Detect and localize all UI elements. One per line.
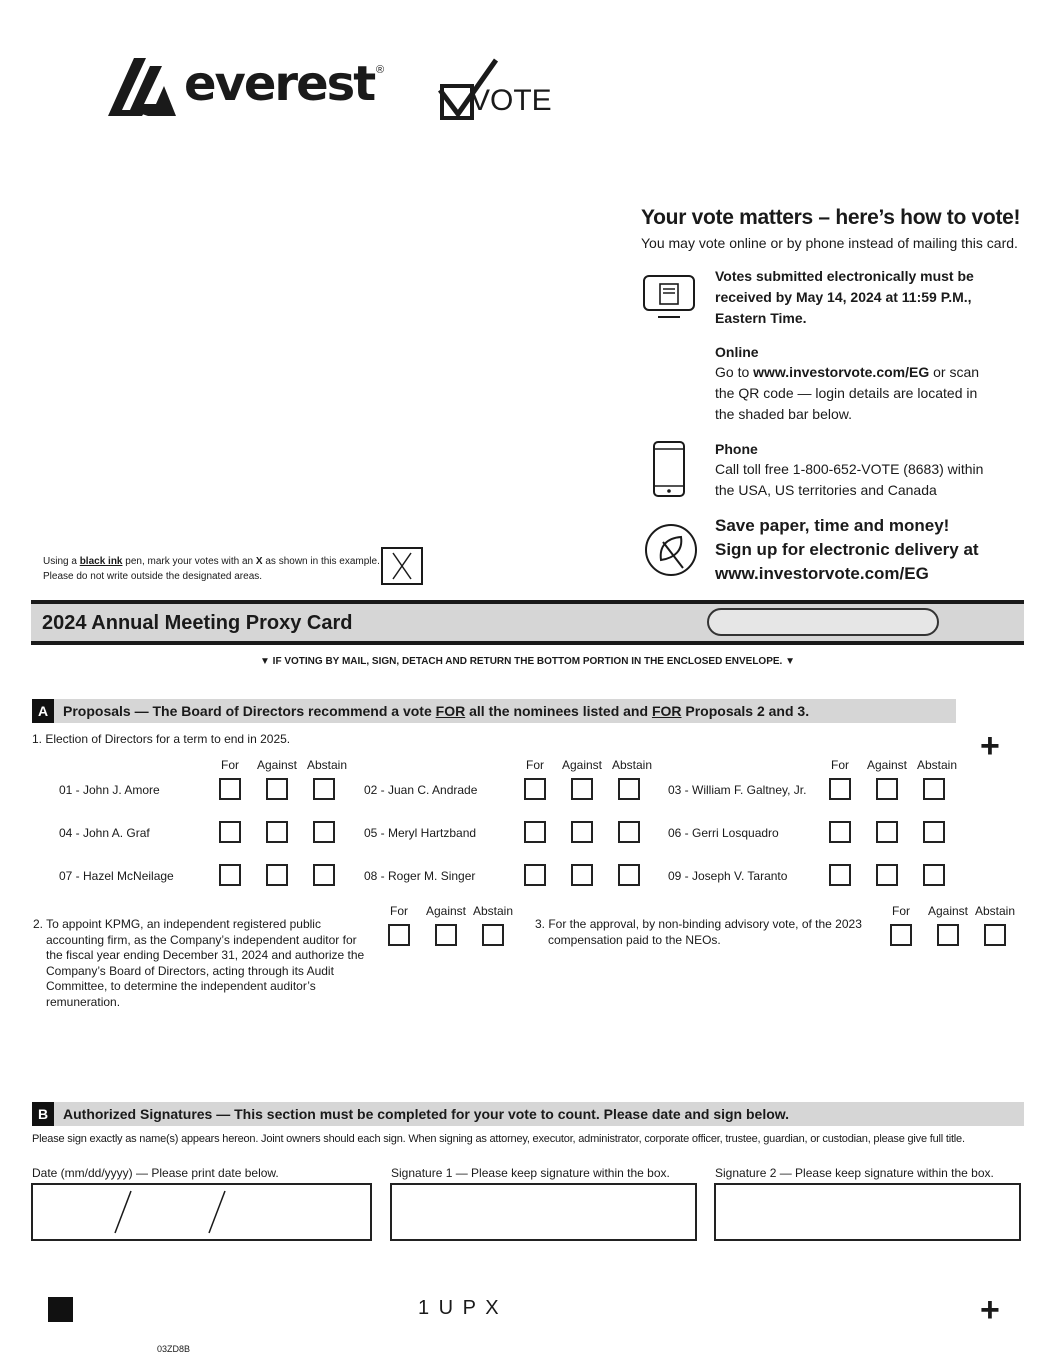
vote-deadline: Votes submitted electronically must be received by May 14, 2024 at 11:59 P.M., Eastern Time. xyxy=(715,268,974,326)
nominee-02: 02 - Juan C. Andrade xyxy=(364,783,478,797)
nominee-08-abstain-checkbox[interactable] xyxy=(618,864,640,886)
nominee-06-abstain-checkbox[interactable] xyxy=(923,821,945,843)
election-label: 1. Election of Directors for a term to end in 2025. xyxy=(32,732,291,746)
col-abstain: Abstain xyxy=(611,758,653,772)
proxy-card-title: 2024 Annual Meeting Proxy Card xyxy=(42,612,353,634)
online-title: Online xyxy=(715,344,759,360)
phone-text: Call toll free 1-800-652-VOTE (8683) within the USA, US territories and Canada xyxy=(715,461,984,498)
nominee-06-against-checkbox[interactable] xyxy=(876,821,898,843)
nominee-07-for-checkbox[interactable] xyxy=(219,864,241,886)
col-abstain: Abstain xyxy=(306,758,348,772)
instr-line-2: Please do not write outside the designated areas. xyxy=(43,571,263,582)
instr-black-ink: black ink xyxy=(79,556,123,567)
vote-logo xyxy=(438,56,552,122)
section-b-header xyxy=(32,1102,1024,1126)
instr-mark: X xyxy=(255,556,263,567)
nominee-03-for-checkbox[interactable] xyxy=(829,778,851,800)
sig1-label: Signature 1 — Please keep signature within the box. xyxy=(391,1166,670,1180)
col-against: Against xyxy=(561,758,603,772)
nominee-08: 08 - Roger M. Singer xyxy=(364,869,476,883)
nominee-04: 04 - John A. Graf xyxy=(59,826,150,840)
registration-plus-icon: + xyxy=(980,1291,1000,1329)
section-a-letter: A xyxy=(32,699,54,723)
nominee-02-for-checkbox[interactable] xyxy=(524,778,546,800)
login-details-field[interactable] xyxy=(707,608,939,636)
proposal-2-against-checkbox[interactable] xyxy=(435,924,457,946)
nominee-09: 09 - Joseph V. Taranto xyxy=(668,869,788,883)
nominee-09-for-checkbox[interactable] xyxy=(829,864,851,886)
nominee-01-abstain-checkbox[interactable] xyxy=(313,778,335,800)
everest-logo xyxy=(108,56,398,118)
proposal-2-for-checkbox[interactable] xyxy=(388,924,410,946)
proposal-2-col-against: Against xyxy=(425,904,467,918)
col-abstain: Abstain xyxy=(916,758,958,772)
triangle-down-icon: ▼ xyxy=(785,656,796,667)
proxy-card-bar xyxy=(31,600,1024,645)
nominee-09-against-checkbox[interactable] xyxy=(876,864,898,886)
proposal-2-abstain-checkbox[interactable] xyxy=(482,924,504,946)
nominee-05: 05 - Meryl Hartzband xyxy=(364,826,477,840)
col-for: For xyxy=(221,758,239,772)
vote-info-title: Your vote matters – here’s how to vote! xyxy=(641,206,1021,229)
save-line-1: Save paper, time and money! xyxy=(715,516,950,535)
section-a-header xyxy=(32,699,956,723)
nominee-08-for-checkbox[interactable] xyxy=(524,864,546,886)
heading-for-1: FOR xyxy=(435,703,466,719)
heading-for-2: FOR xyxy=(651,703,682,719)
section-b-heading: Authorized Signatures — This section must be completed for your vote to count. Please date and sign below. xyxy=(63,1106,790,1122)
mail-instruction xyxy=(0,656,1055,667)
nominee-05-against-checkbox[interactable] xyxy=(571,821,593,843)
vote-info-subtitle: You may vote online or by phone instead of mailing this card. xyxy=(641,235,1018,251)
nominee-06: 06 - Gerri Losquadro xyxy=(668,826,779,840)
vote-logo-text: VOTE xyxy=(470,84,552,117)
online-text-suffix: or scan the QR code — login details are located in the shaded bar below. xyxy=(715,364,980,422)
instr-suffix: as shown in this example. xyxy=(265,556,380,567)
computer-icon xyxy=(642,272,696,320)
nominee-08-against-checkbox[interactable] xyxy=(571,864,593,886)
leaf-icon xyxy=(643,522,699,578)
phone-icon xyxy=(652,440,686,498)
nominee-01-against-checkbox[interactable] xyxy=(266,778,288,800)
instr-prefix: Using a xyxy=(43,556,77,567)
nominee-04-for-checkbox[interactable] xyxy=(219,821,241,843)
date-slash-icon xyxy=(111,1189,135,1235)
online-url[interactable]: www.investorvote.com/EG xyxy=(753,364,930,380)
everest-mark-icon xyxy=(108,58,178,116)
proposal-3-against-checkbox[interactable] xyxy=(937,924,959,946)
nominee-02-against-checkbox[interactable] xyxy=(571,778,593,800)
nominee-02-abstain-checkbox[interactable] xyxy=(618,778,640,800)
nominee-07: 07 - Hazel McNeilage xyxy=(59,869,174,883)
footer-code: 1 U P X xyxy=(418,1297,501,1319)
nominee-03-against-checkbox[interactable] xyxy=(876,778,898,800)
proposal-3-col-against: Against xyxy=(927,904,969,918)
marking-instructions xyxy=(43,554,380,584)
date-input-box[interactable] xyxy=(31,1183,372,1241)
nominee-01: 01 - John J. Amore xyxy=(59,783,160,797)
nominee-01-for-checkbox[interactable] xyxy=(219,778,241,800)
registered-mark: ® xyxy=(376,64,385,76)
proposal-2-text: 2. To appoint KPMG, an independent registered public accounting firm, as the Company’s independent auditor for the fiscal year ending December 31, 2024 and authorize the Company’s Board of Directors, acting through its Audit Committee, to determine the independent auditor’s remuneration. xyxy=(33,917,365,1009)
form-id: 03ZD8B xyxy=(157,1344,191,1354)
save-line-2: Sign up for electronic delivery at xyxy=(715,540,979,559)
nominee-04-against-checkbox[interactable] xyxy=(266,821,288,843)
mail-instruction-text: IF VOTING BY MAIL, SIGN, DETACH AND RETURN THE BOTTOM PORTION IN THE ENCLOSED ENVELOPE. xyxy=(272,656,783,667)
signature-2-box[interactable] xyxy=(714,1183,1021,1241)
nominee-03-abstain-checkbox[interactable] xyxy=(923,778,945,800)
sig2-label: Signature 2 — Please keep signature within the box. xyxy=(715,1166,994,1180)
save-url[interactable]: www.investorvote.com/EG xyxy=(715,564,929,583)
nominee-03: 03 - William F. Galtney, Jr. xyxy=(668,783,807,797)
example-x-mark-icon xyxy=(381,547,423,585)
proposal-2-col-for: For xyxy=(390,904,408,918)
nominee-05-abstain-checkbox[interactable] xyxy=(618,821,640,843)
proposal-3-col-for: For xyxy=(892,904,910,918)
proposal-3-col-abstain: Abstain xyxy=(974,904,1016,918)
section-b-letter: B xyxy=(32,1102,54,1126)
nominee-05-for-checkbox[interactable] xyxy=(524,821,546,843)
proposal-3-text: 3. For the approval, by non-binding advisory vote, of the 2023 compensation paid to the NEOs. xyxy=(535,917,862,947)
heading-part-1: Proposals — The Board of Directors recommend a vote xyxy=(63,703,432,719)
date-label: Date (mm/dd/yyyy) — Please print date below. xyxy=(32,1166,279,1180)
signature-1-box[interactable] xyxy=(390,1183,697,1241)
nominee-04-abstain-checkbox[interactable] xyxy=(313,821,335,843)
registration-plus-icon: + xyxy=(980,727,1000,765)
section-a-heading xyxy=(63,699,809,723)
nominee-07-against-checkbox[interactable] xyxy=(266,864,288,886)
online-text xyxy=(715,362,985,425)
instr-middle: pen, mark your votes with an xyxy=(125,556,254,567)
date-slash-icon xyxy=(205,1189,229,1235)
nominee-09-abstain-checkbox[interactable] xyxy=(923,864,945,886)
registration-square-icon xyxy=(48,1297,73,1322)
proposal-2-col-abstain: Abstain xyxy=(472,904,514,918)
online-text-prefix: Go to xyxy=(715,364,750,380)
col-for: For xyxy=(526,758,544,772)
proposal-3-for-checkbox[interactable] xyxy=(890,924,912,946)
triangle-down-icon: ▼ xyxy=(259,656,270,667)
nominee-06-for-checkbox[interactable] xyxy=(829,821,851,843)
proposal-3-abstain-checkbox[interactable] xyxy=(984,924,1006,946)
signature-instruction: Please sign exactly as name(s) appears hereon. Joint owners should each sign. When signing as attorney, executor, administrator, corporate officer, trustee, guardian, or custodian, please give full title. xyxy=(32,1133,965,1145)
brand-name: everest xyxy=(184,56,375,112)
heading-part-2: all the nominees listed and xyxy=(469,703,649,719)
col-against: Against xyxy=(866,758,908,772)
heading-part-3: Proposals 2 and 3. xyxy=(685,703,810,719)
col-against: Against xyxy=(256,758,298,772)
nominee-07-abstain-checkbox[interactable] xyxy=(313,864,335,886)
col-for: For xyxy=(831,758,849,772)
save-paper-text xyxy=(715,514,979,586)
phone-title: Phone xyxy=(715,441,758,457)
